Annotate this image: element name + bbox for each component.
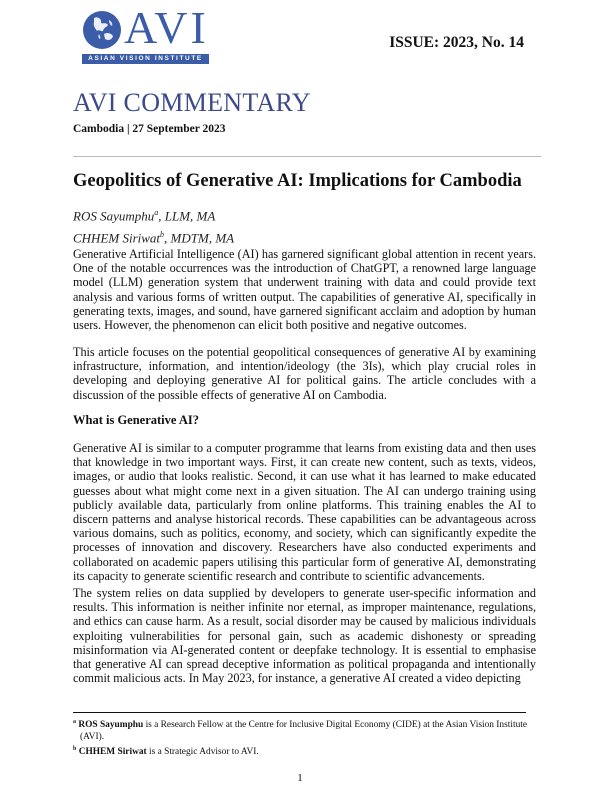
section-paragraph xyxy=(73,586,536,685)
avi-logo xyxy=(82,2,210,63)
author-list xyxy=(73,203,234,248)
page-number: 1 xyxy=(297,772,303,784)
logo-letters: AVI xyxy=(124,2,209,53)
footnote-text: is a Research Fellow at the Centre for Inclusive Digital Economy (CIDE) at the Asian Vision Institute (AVI). xyxy=(80,720,528,743)
footnote-author: CHHEM Siriwat xyxy=(78,747,147,758)
section-paragraph xyxy=(73,441,536,583)
paragraph-text: The system relies on data supplied by developers to generate user-specific information and results. This information is neither infinite nor eternal, as improper maintenance, regulations, and ethics can cause harm. As a result, social disorder may be caused by malicious individuals exploiting vulnerabilities for personal gain, such as academic dishonesty or spreading misinformation via AI-generated content or deepfake technology. It is essential to emphasise that generative AI can spread deceptive information as political propaganda and intentionally commit malicious acts. In May 2023, for instance, a generative AI created a video depicting xyxy=(73,586,536,686)
header-divider xyxy=(73,156,541,157)
intro-paragraph xyxy=(73,345,536,402)
paragraph-text: Generative Artificial Intelligence (AI) has garnered significant global attention in recent years. One of the notable occurrences was the introduction of ChatGPT, a renowned large language model (LLM) generation system that underwent training with data and could provide text analysis and various forms of written output. The capabilities of generative AI, specifically in generating texts, images, and sound, have garnered significant acclaim and adoption by human users. However, the phenomenon can elicit both positive and negative outcomes. xyxy=(73,247,536,333)
footnote-mark[interactable]: b xyxy=(160,230,165,240)
author-credentials: , MDTM, MA xyxy=(164,230,235,246)
author-name: ROS Sayumphu xyxy=(73,208,155,224)
author-name: CHHEM Siriwat xyxy=(73,230,161,246)
issue-number: ISSUE: 2023, No. 14 xyxy=(389,34,524,51)
footnote-author: ROS Sayumphu xyxy=(78,720,144,731)
author-line xyxy=(73,203,234,225)
series-title: AVI COMMENTARY xyxy=(73,88,311,117)
paragraph-text: This article focuses on the potential geopolitical consequences of generative AI by examining infrastructure, information, and intention/ideology (the 3Is), which play crucial roles in developing and deploying generative AI for political gains. The article concludes with a discussion of the possible effects of generative AI on Cambodia. xyxy=(73,345,536,402)
paragraph-text: Generative AI is similar to a computer programme that learns from existing data and then uses that knowledge in two important ways. First, it can create new content, such as texts, videos, images, or audio that looks realistic. Second, it can use what it has learned to make educated guesses about what might come next in a given situation. The AI can undergo training using publicly available data, particularly from online platforms. This training enables the AI to discern patterns and analyse historical records. These capabilities can be advantageous across various domains, such as politics, economy, and society, which can significantly expedite the processes of innovation and discovery. Researchers have also conducted experiments and collaborated on academic papers utilising this particular form of generative AI, demonstrating its capacity to generate scientific research and contribute to scientific advancements. xyxy=(73,441,536,583)
article-title: Geopolitics of Generative AI: Implications for Cambodia xyxy=(73,171,522,191)
footnote-mark: a xyxy=(73,719,76,725)
footnote xyxy=(73,716,533,743)
dateline: Cambodia | 27 September 2023 xyxy=(73,123,226,135)
footnote-divider xyxy=(73,712,526,713)
footnote xyxy=(73,743,533,758)
footnotes xyxy=(73,716,533,758)
footnote-mark[interactable]: a xyxy=(154,208,159,217)
footnote-mark: b xyxy=(73,746,77,753)
author-line xyxy=(73,225,234,247)
footnote-text: is a Strategic Advisor to AVI. xyxy=(146,747,259,758)
globe-icon xyxy=(82,10,122,50)
section-heading: What is Generative AI? xyxy=(73,413,200,427)
author-credentials: , LLM, MA xyxy=(158,208,216,224)
logo-tagline: ASIAN VISION INSTITUTE xyxy=(82,54,209,64)
intro-paragraph xyxy=(73,247,536,332)
